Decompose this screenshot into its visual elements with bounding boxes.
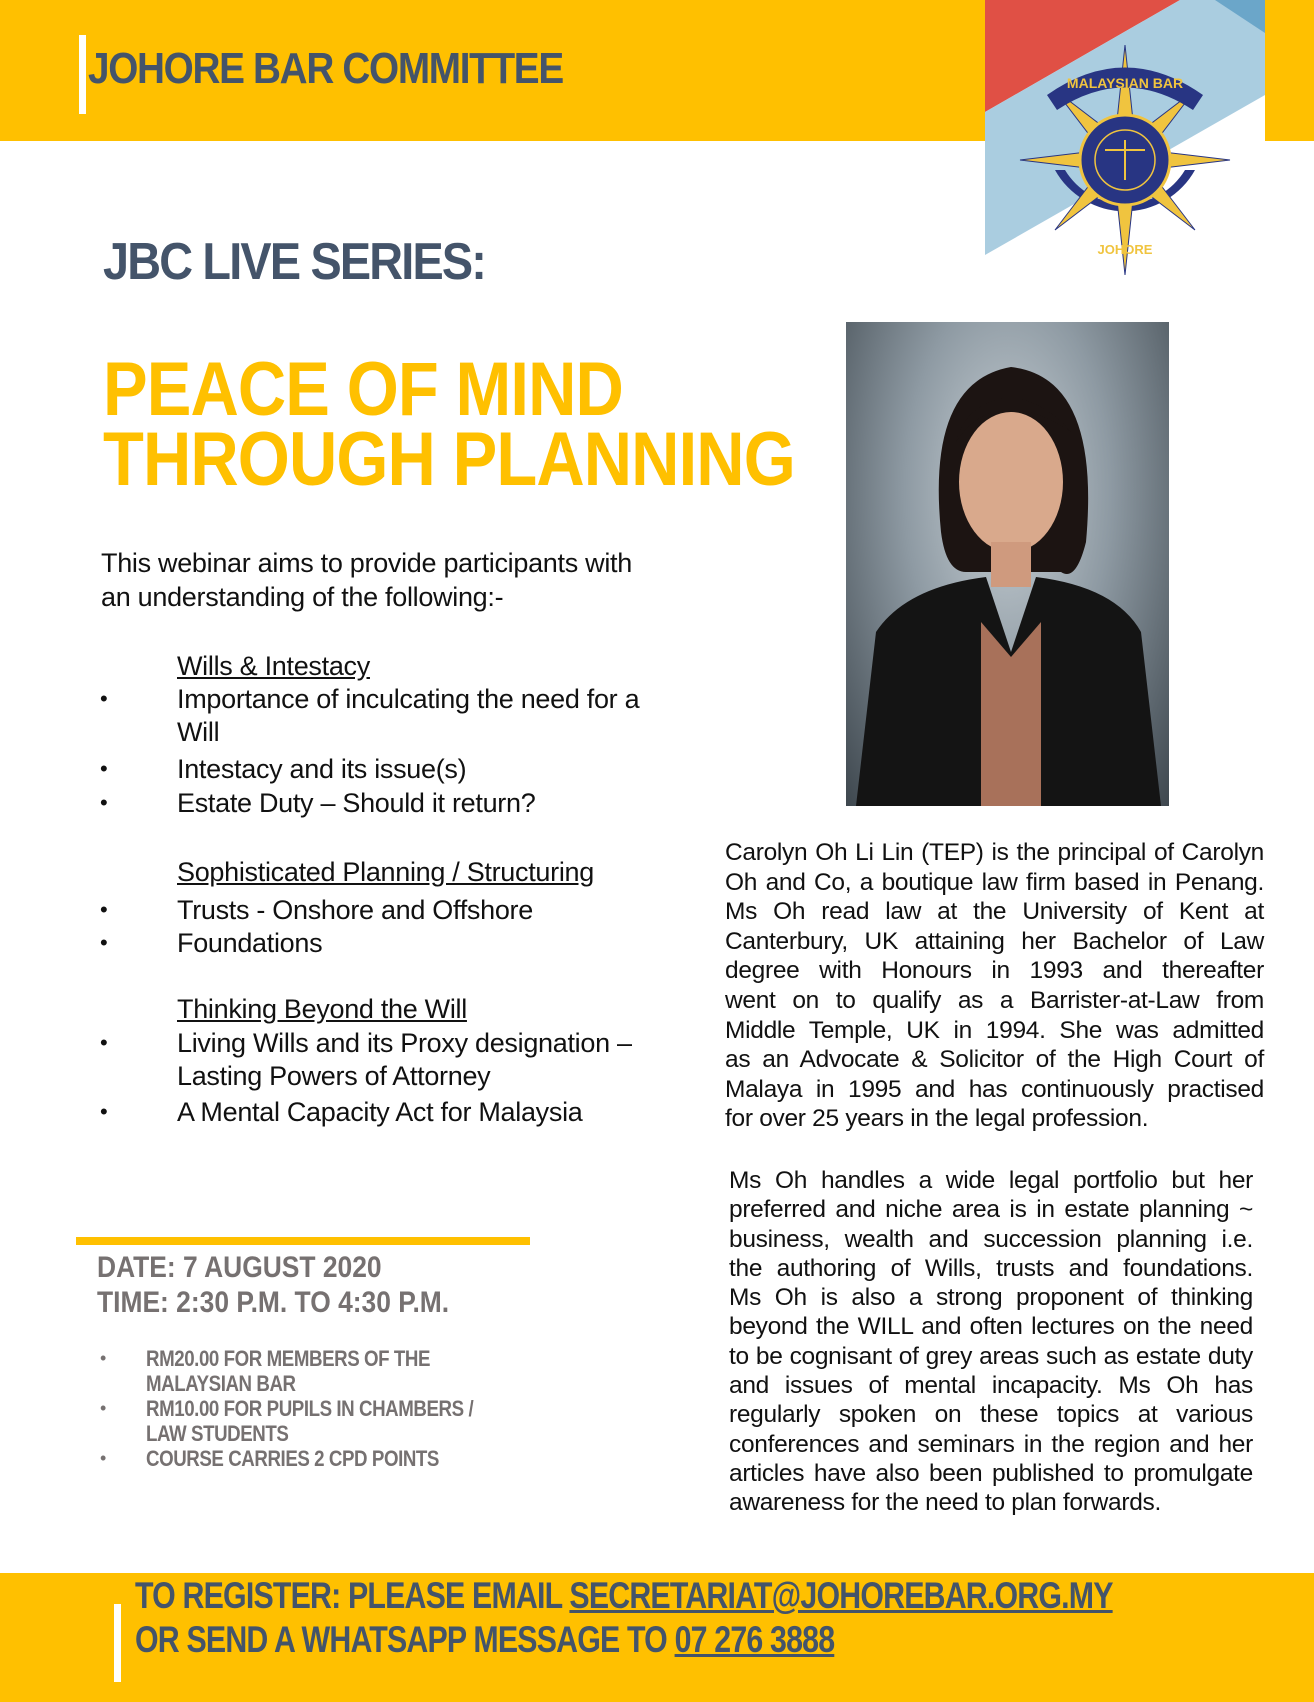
bullet-icon: •: [100, 1448, 107, 1468]
list-item-cont: Will: [177, 717, 220, 747]
bio-paragraph-1: Carolyn Oh Li Lin (TEP) is the principal of Carolyn Oh and Co, a boutique law firm based in Penang. Ms Oh read law at the University of Kent at Canterbury, UK attaining her Bachelor of Law degree with Honours in 1993 and thereafter went on to qualify as a Barrister-at-Law from Middle Temple, UK in 1994. She was admitted as an Advocate & Solicitor of the High Court of Malaya in 1995 and has continuously practised for over 25 years in the legal profession.: [725, 839, 1264, 1133]
fee-item: RM10.00 FOR PUPILS IN CHAMBERS /: [146, 1396, 474, 1421]
bullet-icon: •: [100, 1398, 107, 1418]
svg-text:JOHORE: JOHORE: [1097, 242, 1153, 257]
fee-item: COURSE CARRIES 2 CPD POINTS: [146, 1446, 439, 1471]
section-heading: Sophisticated Planning / Structuring: [177, 857, 594, 887]
intro-line-1: This webinar aims to provide participants with: [101, 548, 632, 578]
bullet-icon: •: [100, 686, 108, 711]
list-item: Intestacy and its issue(s): [177, 754, 467, 784]
accent-bar: [79, 35, 86, 114]
register-text: TO REGISTER: PLEASE EMAIL: [135, 1575, 570, 1616]
event-time: TIME: 2:30 P.M. TO 4:30 P.M.: [97, 1286, 450, 1319]
committee-title: JOHORE BAR COMMITTEE: [88, 44, 563, 93]
register-line-2: [135, 1619, 834, 1661]
register-line-1: [135, 1575, 1113, 1617]
bullet-icon: •: [100, 930, 108, 955]
series-title: JBC LIVE SERIES:: [103, 233, 486, 291]
list-item: Estate Duty – Should it return?: [177, 788, 536, 818]
intro-line-2: an understanding of the following:-: [101, 582, 504, 612]
bullet-icon: •: [100, 1030, 108, 1055]
fee-item-cont: LAW STUDENTS: [146, 1421, 289, 1446]
list-item-cont: Lasting Powers of Attorney: [177, 1061, 491, 1091]
speaker-photo: [846, 322, 1169, 806]
email-link[interactable]: SECRETARIAT@JOHOREBAR.ORG.MY: [569, 1575, 1113, 1616]
bullet-icon: •: [100, 756, 108, 781]
fee-item: RM20.00 FOR MEMBERS OF THE: [146, 1346, 431, 1371]
bullet-icon: •: [100, 790, 108, 815]
list-item: A Mental Capacity Act for Malaysia: [177, 1097, 583, 1127]
bullet-icon: •: [100, 897, 108, 922]
list-item: Importance of inculcating the need for a: [177, 684, 640, 714]
event-date: DATE: 7 AUGUST 2020: [97, 1251, 382, 1284]
section-heading: Thinking Beyond the Will: [177, 994, 467, 1024]
bio-paragraph-2: Ms Oh handles a wide legal portfolio but her preferred and niche area is in estate planning ~ business, wealth and succession planning i.e. the authoring of Wills, trusts and foundations. Ms Oh is also a strong proponent of thinking beyond the WILL and often lectures on the need to be cognisant of grey areas such as estate duty and issues of mental incapacity. Ms Oh has regularly spoken on these topics at various conferences and seminars in the region and her articles have also been published to promulgate awareness for the need to plan forwards.: [729, 1167, 1253, 1517]
bullet-icon: •: [100, 1099, 108, 1124]
list-item: Trusts - Onshore and Offshore: [177, 895, 533, 925]
bullet-icon: •: [100, 1348, 107, 1368]
header-band-right: [1265, 0, 1314, 141]
list-item: Living Wills and its Proxy designation –: [177, 1028, 632, 1058]
accent-bar: [114, 1604, 121, 1682]
section-heading: Wills & Intestacy: [177, 651, 370, 681]
register-text: OR SEND A WHATSAPP MESSAGE TO: [135, 1619, 675, 1660]
svg-text:MALAYSIAN BAR: MALAYSIAN BAR: [1066, 75, 1184, 91]
divider: [76, 1237, 530, 1245]
list-item: Foundations: [177, 928, 323, 958]
headline-line-1: PEACE OF MIND: [103, 347, 623, 432]
phone-link[interactable]: 07 276 3888: [674, 1619, 835, 1660]
malaysian-bar-logo: [985, 0, 1265, 293]
headline-line-2: THROUGH PLANNING: [103, 417, 795, 502]
fee-item-cont: MALAYSIAN BAR: [146, 1371, 296, 1396]
